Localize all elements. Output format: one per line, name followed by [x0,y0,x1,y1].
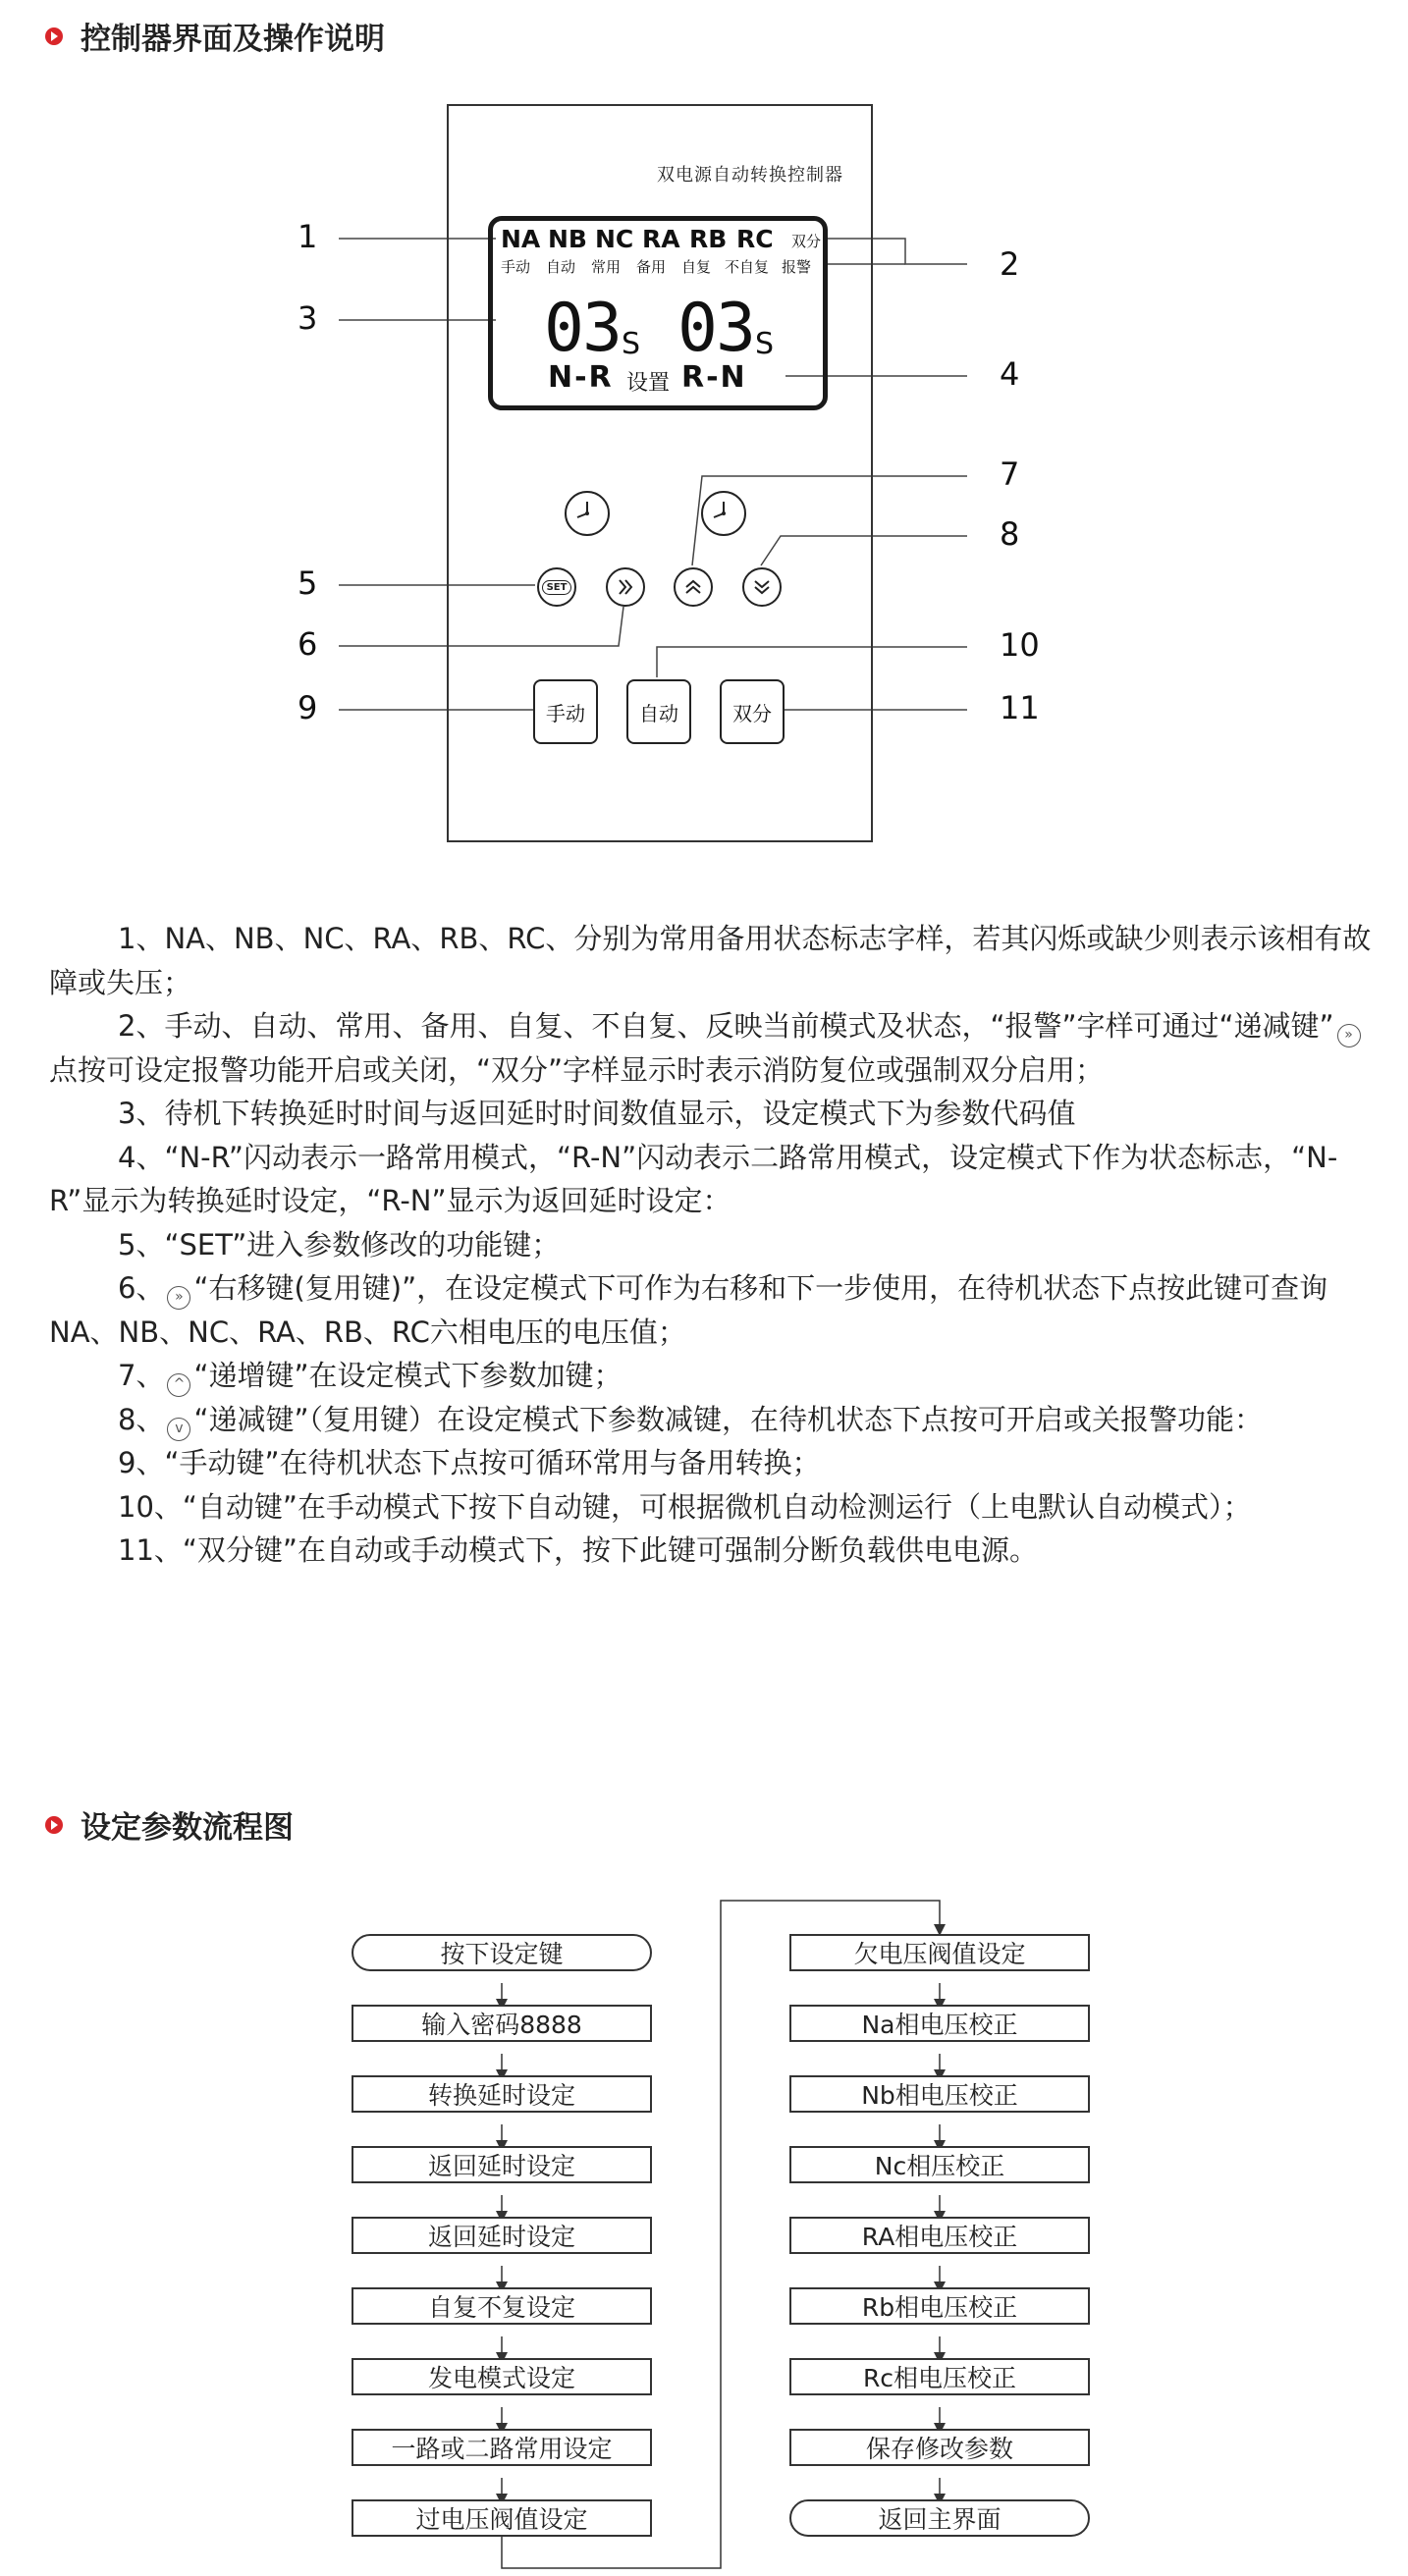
desc-item-10: 10、“自动键”在手动模式下按下自动键，可根据微机自动检测运行（上电默认自动模式）； [118,1489,1252,1524]
mode-self-reset: 自复 [681,258,712,276]
mode-normal: 常用 [591,258,622,276]
set-button-label: SET [542,580,572,595]
callout-1: 1 [298,218,318,255]
auto-button[interactable]: 自动 [626,679,691,744]
delay-right-unit: S [755,327,775,361]
double-chevron-down-icon: » [1337,1024,1361,1047]
panel-title: 双电源自动转换控制器 [657,165,843,186]
desc-item-8: 8、 v “递减键”（复用键）在设定模式下参数减键，在待机状态下点按可开启或关报警功能： [49,1398,1381,1442]
flow-step-right-1: 欠电压阀值设定 [789,1934,1090,1971]
double-chevron-right-icon [615,576,636,598]
flow-step-left-4: 返回延时设定 [352,2146,652,2183]
manual-button[interactable]: 手动 [533,679,598,744]
set-button[interactable] [537,567,576,607]
bullet-icon [45,1816,63,1834]
status-ra: RA [642,225,680,253]
flow-step-left-7: 发电模式设定 [352,2358,652,2395]
desc-item-3: 3、待机下转换延时时间与返回延时时间数值显示，设定模式下为参数代码值 [118,1097,1076,1130]
callout-7: 7 [1000,456,1020,493]
flow-step-left-2: 输入密码8888 [352,2005,652,2042]
double-chevron-right-icon: » [167,1286,190,1310]
mode-r-n: R-N [681,360,747,395]
section-title-text: 设定参数流程图 [81,1810,294,1846]
flow-step-right-9: 返回主界面 [789,2499,1090,2537]
status-nb: NB [548,225,587,253]
delay-left-value: 03 [544,290,621,367]
double-chevron-up-icon [682,576,704,598]
flow-step-right-6: Rb相电压校正 [789,2287,1090,2325]
desc-item-1: 1、NA、NB、NC、RA、RB、RC、分别为常用备用状态标志字样，若其闪烁或缺少则表示该相有故障或失压； [49,922,1372,999]
desc-item-11: 11、“双分键”在自动或手动模式下，按下此键可强制分断负载供电电源。 [118,1533,1038,1567]
delay-left-unit: S [622,327,641,361]
flow-step-left-6: 自复不复设定 [352,2287,652,2325]
mode-auto: 自动 [546,258,576,276]
flow-step-left-3: 转换延时设定 [352,2075,652,2113]
flow-step-right-4: Nc相压校正 [789,2146,1090,2183]
decrement-button[interactable] [742,567,782,607]
dual-break-button[interactable]: 双分 [720,679,785,744]
mode-n-r: N-R [548,360,614,395]
clock-icon [701,491,746,536]
double-chevron-down-icon: v [167,1418,190,1441]
status-nc: NC [595,225,634,253]
flow-step-left-1: 按下设定键 [352,1934,652,1971]
flow-step-left-9: 过电压阀值设定 [352,2499,652,2537]
callout-9: 9 [298,689,318,726]
description-list [49,917,1381,1573]
lcd-display [488,216,828,410]
flow-step-right-2: Na相电压校正 [789,2005,1090,2042]
callout-3: 3 [298,299,318,337]
flow-connectors [0,1865,1408,2576]
desc-item-4: 4、“N-R”闪动表示一路常用模式，“R-N”闪动表示二路常用模式，设定模式下作为状态标志，“N-R”显示为转换延时设定，“R-N”显示为返回延时设定： [49,1140,1338,1217]
mode-alarm: 报警 [782,258,812,276]
desc-item-7: 7、 ^ “递增键”在设定模式下参数加键； [49,1354,1381,1398]
callout-6: 6 [298,625,318,663]
callout-2: 2 [1000,245,1020,283]
right-shift-button[interactable] [606,567,645,607]
increment-button[interactable] [674,567,713,607]
section-title-text: 控制器界面及操作说明 [81,22,385,57]
flow-step-right-3: Nb相电压校正 [789,2075,1090,2113]
flow-step-right-5: RA相电压校正 [789,2217,1090,2254]
mode-manual: 手动 [501,258,531,276]
callout-10: 10 [1000,626,1040,664]
flow-step-right-7: Rc相电压校正 [789,2358,1090,2395]
flow-step-left-5: 返回延时设定 [352,2217,652,2254]
clock-icon [565,491,610,536]
delay-right-value: 03 [677,290,754,367]
callout-4: 4 [1000,355,1020,393]
mode-setting: 设置 [626,371,671,396]
desc-item-5: 5、“SET”进入参数修改的功能键； [118,1227,561,1261]
section-title-flow [45,1802,294,1847]
callout-5: 5 [298,564,318,602]
status-rb: RB [689,225,728,253]
desc-item-9: 9、“手动键”在待机状态下点按可循环常用与备用转换； [118,1446,821,1479]
flow-step-right-8: 保存修改参数 [789,2429,1090,2466]
controller-panel [447,104,873,842]
status-dual-break: 双分 [791,233,822,250]
callout-11: 11 [1000,689,1040,726]
callout-8: 8 [1000,515,1020,553]
desc-item-6: 6、 » “右移键(复用键)”，在设定模式下可作为右移和下一步使用，在待机状态下点按此键可查询NA、NB、NC、RA、RB、RC六相电压的电压值； [49,1271,1328,1349]
mode-no-self-reset: 不自复 [725,258,770,276]
status-na: NA [501,225,541,253]
flow-step-left-8: 一路或二路常用设定 [352,2429,652,2466]
desc-item-2: 2、手动、自动、常用、备用、自复、不自复、反映当前模式及状态，“报警”字样可通过“递减键” »点按可设定报警功能开启或关闭，“双分”字样显示时表示消防复位或强制双分启用； [49,1004,1381,1092]
mode-standby: 备用 [636,258,667,276]
double-chevron-up-icon: ^ [167,1373,190,1397]
double-chevron-down-icon [751,576,773,598]
status-rc: RC [736,225,774,253]
